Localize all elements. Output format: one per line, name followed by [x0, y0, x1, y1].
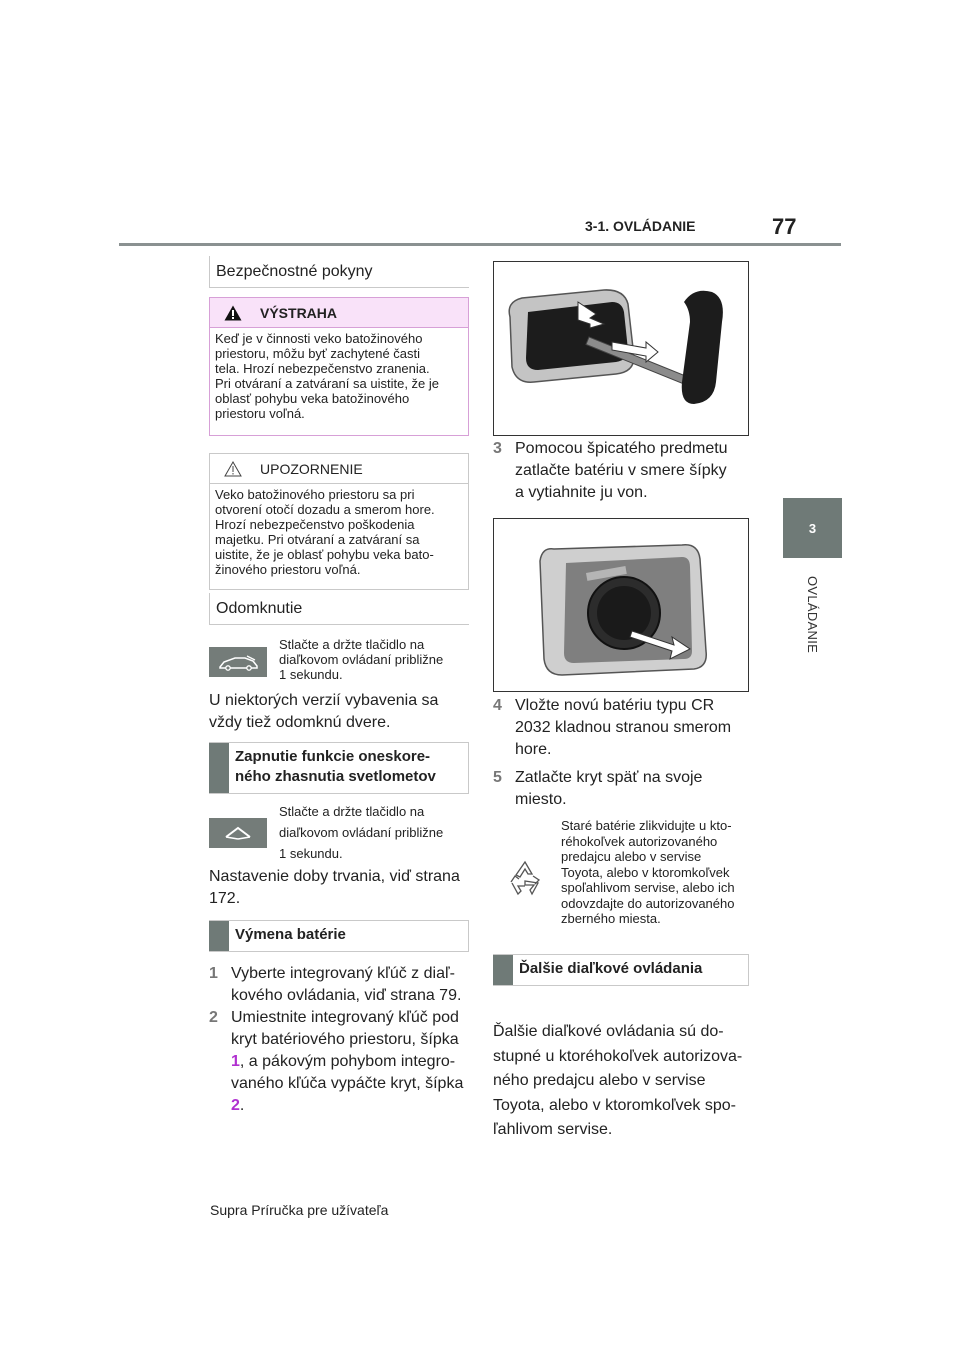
- step-text: .: [239, 1097, 245, 1114]
- instruction-line: diaľkovom ovládaní približne: [279, 652, 444, 667]
- notice-label: UPOZORNENIE: [260, 460, 363, 477]
- notice-line: otvorení otočí dozadu a smerom hore.: [215, 502, 435, 517]
- step-line: kryt batériového priestoru, šípka: [231, 1031, 459, 1048]
- notice-line: majetku. Pri otváraní a zatváraní sa: [215, 532, 420, 547]
- warning-header: [210, 298, 468, 328]
- caution-triangle-icon: [224, 461, 242, 477]
- instruction-line: 1 sekundu.: [279, 846, 343, 861]
- step-number: 4: [493, 697, 502, 714]
- warning-triangle-icon: [224, 305, 242, 321]
- remote-line: Ďalšie diaľkové ovládania sú do-: [493, 1023, 724, 1040]
- step-1: [209, 963, 474, 1007]
- unlock-note: [209, 690, 474, 734]
- safety-heading: Bezpečnostné pokyny: [209, 256, 469, 288]
- step-line: hore.: [515, 741, 552, 758]
- warning-line: priestoru, môžu byť zachytené časti: [215, 346, 421, 361]
- warning-line: Keď je v činnosti veko batožinového: [215, 331, 423, 346]
- remote-heading-text: Ďalšie diaľkové ovládania: [519, 960, 703, 977]
- warning-line: oblasť pohybu veka batožinového: [215, 391, 410, 406]
- instruction-line: Stlačte a držte tlačidlo na: [279, 804, 425, 819]
- heading-bar: [209, 743, 229, 793]
- instruction-line: 1 sekundu.: [279, 667, 343, 682]
- recycle-line: Staré batérie zlikvidujte u kto-: [561, 818, 732, 833]
- delay-heading: [209, 742, 469, 794]
- recycle-line: réhokoľvek autorizovaného: [561, 833, 718, 849]
- unlock-heading: Odomknutie: [209, 593, 469, 625]
- notice-text: [210, 484, 468, 581]
- chapter-tab-label: [783, 560, 842, 670]
- step-number: 1: [209, 965, 218, 982]
- page-number: 77: [772, 214, 797, 239]
- arrow-reference: 2: [231, 1097, 240, 1114]
- trunk-button-icon: [209, 647, 267, 677]
- delay-heading-text: [229, 743, 442, 793]
- recycle-icon: [505, 858, 545, 898]
- notice-header: [210, 454, 468, 484]
- delay-instruction: [279, 801, 469, 864]
- step-4: [493, 695, 758, 761]
- remote-heading: [493, 954, 749, 986]
- warning-label: VÝSTRAHA: [260, 304, 338, 321]
- recycle-line: spoľahlivom servise, alebo ich: [561, 880, 735, 895]
- recycle-line: zberného miesta.: [561, 911, 661, 926]
- remote-line: ného predajcu alebo v servise: [493, 1072, 706, 1089]
- step-line: a vytiahnite ju von.: [515, 484, 648, 501]
- chapter-label-text: OVLÁDANIE: [805, 576, 820, 654]
- step-number: 3: [493, 440, 502, 457]
- note-line: U niektorých verzií vybavenia sa: [209, 692, 439, 709]
- chapter-tab-number: 3: [783, 498, 842, 558]
- step-text: , a pákovým pohybom integro-: [239, 1053, 456, 1070]
- remote-text: [493, 1020, 763, 1143]
- step-line: [231, 1095, 463, 1117]
- key-removal-illustration: [493, 261, 749, 436]
- header-divider: [119, 243, 841, 246]
- unlock-instruction: [279, 637, 469, 682]
- step-line: zatlačte batériu v smere šípky: [515, 462, 727, 479]
- step-line: Umiestnite integrovaný kľúč pod: [231, 1009, 459, 1026]
- step-line: Zatlačte kryt späť na svoje: [515, 769, 703, 786]
- note-line: vždy tiež odomknú dvere.: [209, 714, 391, 731]
- recycle-line: odovzdajte do autorizovaného: [561, 895, 735, 911]
- footer-text: Supra Príručka pre užívateľa: [210, 1202, 389, 1218]
- recycle-line: predajcu alebo v servise: [561, 849, 702, 864]
- remote-line: Toyota, alebo v ktoromkoľvek spo-: [493, 1096, 736, 1114]
- delay-note: [209, 866, 474, 910]
- warning-box: [209, 297, 469, 436]
- arrow-reference: 1: [231, 1053, 240, 1070]
- section-header: 3-1. OVLÁDANIE: [585, 218, 696, 234]
- heading-bar: [209, 921, 229, 951]
- step-line: kového ovládania, viď strana 79.: [231, 987, 462, 1004]
- step-line: 2032 kladnou stranou smerom: [515, 719, 732, 736]
- warning-line: priestoru voľná.: [215, 406, 305, 421]
- remote-line: ľahlivom servise.: [493, 1121, 613, 1138]
- step-line: miesto.: [515, 791, 567, 808]
- battery-heading: [209, 920, 469, 952]
- recycle-line: Toyota, alebo v ktoromkoľvek: [561, 864, 730, 880]
- step-number: 2: [209, 1009, 218, 1026]
- instruction-line: diaľkovom ovládaní približne: [279, 825, 444, 840]
- recycle-text: [561, 818, 756, 927]
- step-line: Pomocou špicatého predmetu: [515, 440, 728, 457]
- step-2: [209, 1007, 474, 1117]
- step-3: [493, 438, 758, 504]
- battery-heading-text: Výmena batérie: [235, 926, 346, 943]
- notice-line: žinového priestoru voľná.: [215, 562, 361, 577]
- step-line: vaného kľúča vypáčte kryt, šípka: [231, 1075, 464, 1092]
- step-line: [231, 1051, 463, 1073]
- notice-line: uistite, že je oblasť pohybu veka bato-: [215, 547, 434, 562]
- warning-line: Pri otváraní a zatváraní sa uistite, že je: [215, 376, 439, 391]
- heading-line: Zapnutie funkcie oneskore-: [235, 748, 431, 765]
- battery-compartment-illustration: [493, 518, 749, 692]
- notice-line: Veko batožinového priestoru sa pri: [215, 487, 415, 502]
- step-number: 5: [493, 769, 502, 786]
- note-line: Nastavenie doby trvania, viď strana: [209, 868, 460, 885]
- instruction-line: Stlačte a držte tlačidlo na: [279, 637, 425, 652]
- step-line: Vyberte integrovaný kľúč z diaľ-: [231, 965, 455, 982]
- note-line: 172.: [209, 890, 241, 907]
- heading-line: ného zhasnutia svetlometov: [235, 768, 436, 785]
- notice-line: Hrozí nebezpečenstvo poškodenia: [215, 517, 415, 532]
- warning-text: [210, 328, 468, 425]
- heading-bar: [493, 955, 513, 985]
- headlight-button-icon: [209, 818, 267, 848]
- warning-line: tela. Hrozí nebezpečenstvo zranenia.: [215, 361, 430, 376]
- step-5: [493, 767, 758, 811]
- remote-line: stupné u ktoréhokoľvek autorizova-: [493, 1047, 743, 1065]
- notice-box: [209, 453, 469, 590]
- step-line: Vložte novú batériu typu CR: [515, 697, 715, 714]
